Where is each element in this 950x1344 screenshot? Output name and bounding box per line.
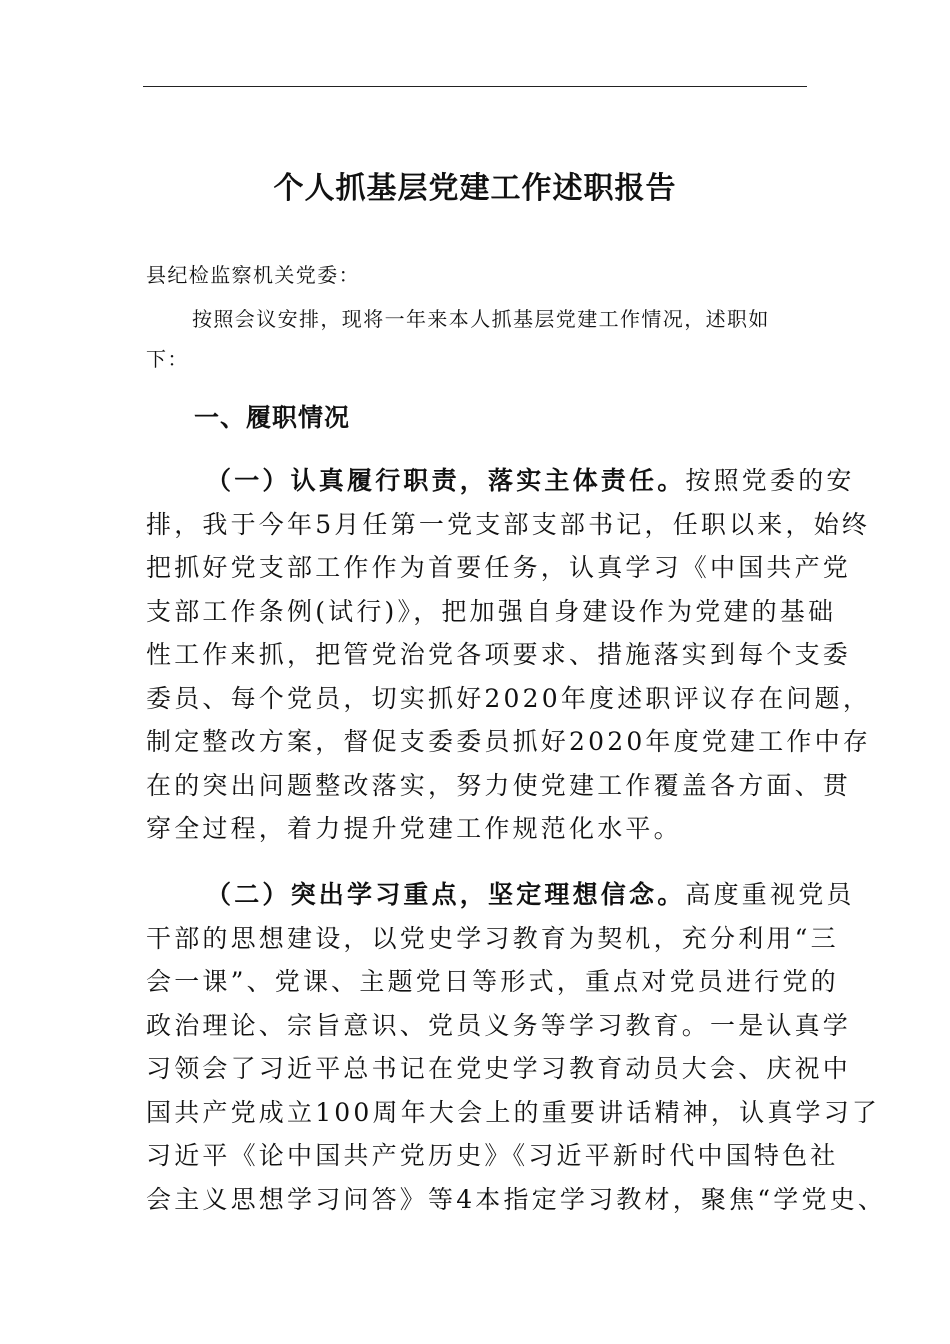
section-heading: 一、履职情况	[194, 403, 351, 432]
section1-line: 穿全过程，着力提升党建工作规范化水平。	[146, 814, 682, 843]
salutation-text: 县纪检监察机关党委：	[146, 263, 360, 287]
section1-line: 把抓好党支部工作作为首要任务，认真学习《中国共产党	[146, 553, 852, 582]
section1-line: 在的突出问题整改落实，努力使党建工作覆盖各方面、贯	[146, 770, 852, 800]
intro-line-2: 下：	[146, 347, 189, 371]
header-rule	[143, 86, 807, 87]
salutation	[146, 255, 806, 295]
section2-first-line-rest: 高度重视党员	[685, 880, 855, 909]
intro-line-1: 按照会议安排，现将一年来本人抓基层党建工作情况，述职如	[192, 307, 770, 331]
section1-line: 支部工作条例(试行)》，把加强自身建设作为党建的基础	[146, 596, 837, 626]
intro-paragraph	[146, 299, 806, 379]
section1-line: 排，我于今年5月任第一党支部支部书记，任职以来，始终	[146, 509, 871, 539]
document-title: 个人抓基层党建工作述职报告	[273, 171, 677, 206]
section2-line: 国共产党成立100周年大会上的重要讲话精神，认真学习了	[146, 1097, 881, 1127]
section2-first-line	[146, 873, 855, 917]
section1-line: 制定整改方案，督促支委委员抓好2020年度党建工作中存	[146, 727, 872, 756]
section1-paragraph	[146, 459, 872, 851]
section2-lead: （二）突出学习重点，坚定理想信念。	[206, 880, 686, 909]
section2-line: 习近平《论中国共产党历史》《习近平新时代中国特色社	[146, 1141, 839, 1170]
section1-line: 委员、每个党员，切实抓好2020年度述职评议存在问题，	[146, 683, 872, 713]
section2-line: 会主义思想学习问答》等4本指定学习教材，聚焦“学党史、	[146, 1184, 887, 1214]
section2-line: 政治理论、宗旨意识、党员义务等学习教育。一是认真学	[146, 1010, 852, 1040]
section2-paragraph	[146, 873, 887, 1221]
section2-line: 干部的思想建设，以党史学习教育为契机，充分利用“三	[146, 923, 839, 953]
section1-line: 性工作来抓，把管党治党各项要求、措施落实到每个支委	[146, 640, 852, 669]
section1-first-line	[146, 459, 855, 503]
section1-first-line-rest: 按照党委的安	[685, 466, 855, 495]
section2-line: 习领会了习近平总书记在党史学习教育动员大会、庆祝中	[146, 1054, 852, 1083]
section2-line: 会一课”、党课、主题党日等形式，重点对党员进行党的	[146, 967, 839, 996]
section1-lead: （一）认真履行职责，落实主体责任。	[206, 466, 686, 495]
